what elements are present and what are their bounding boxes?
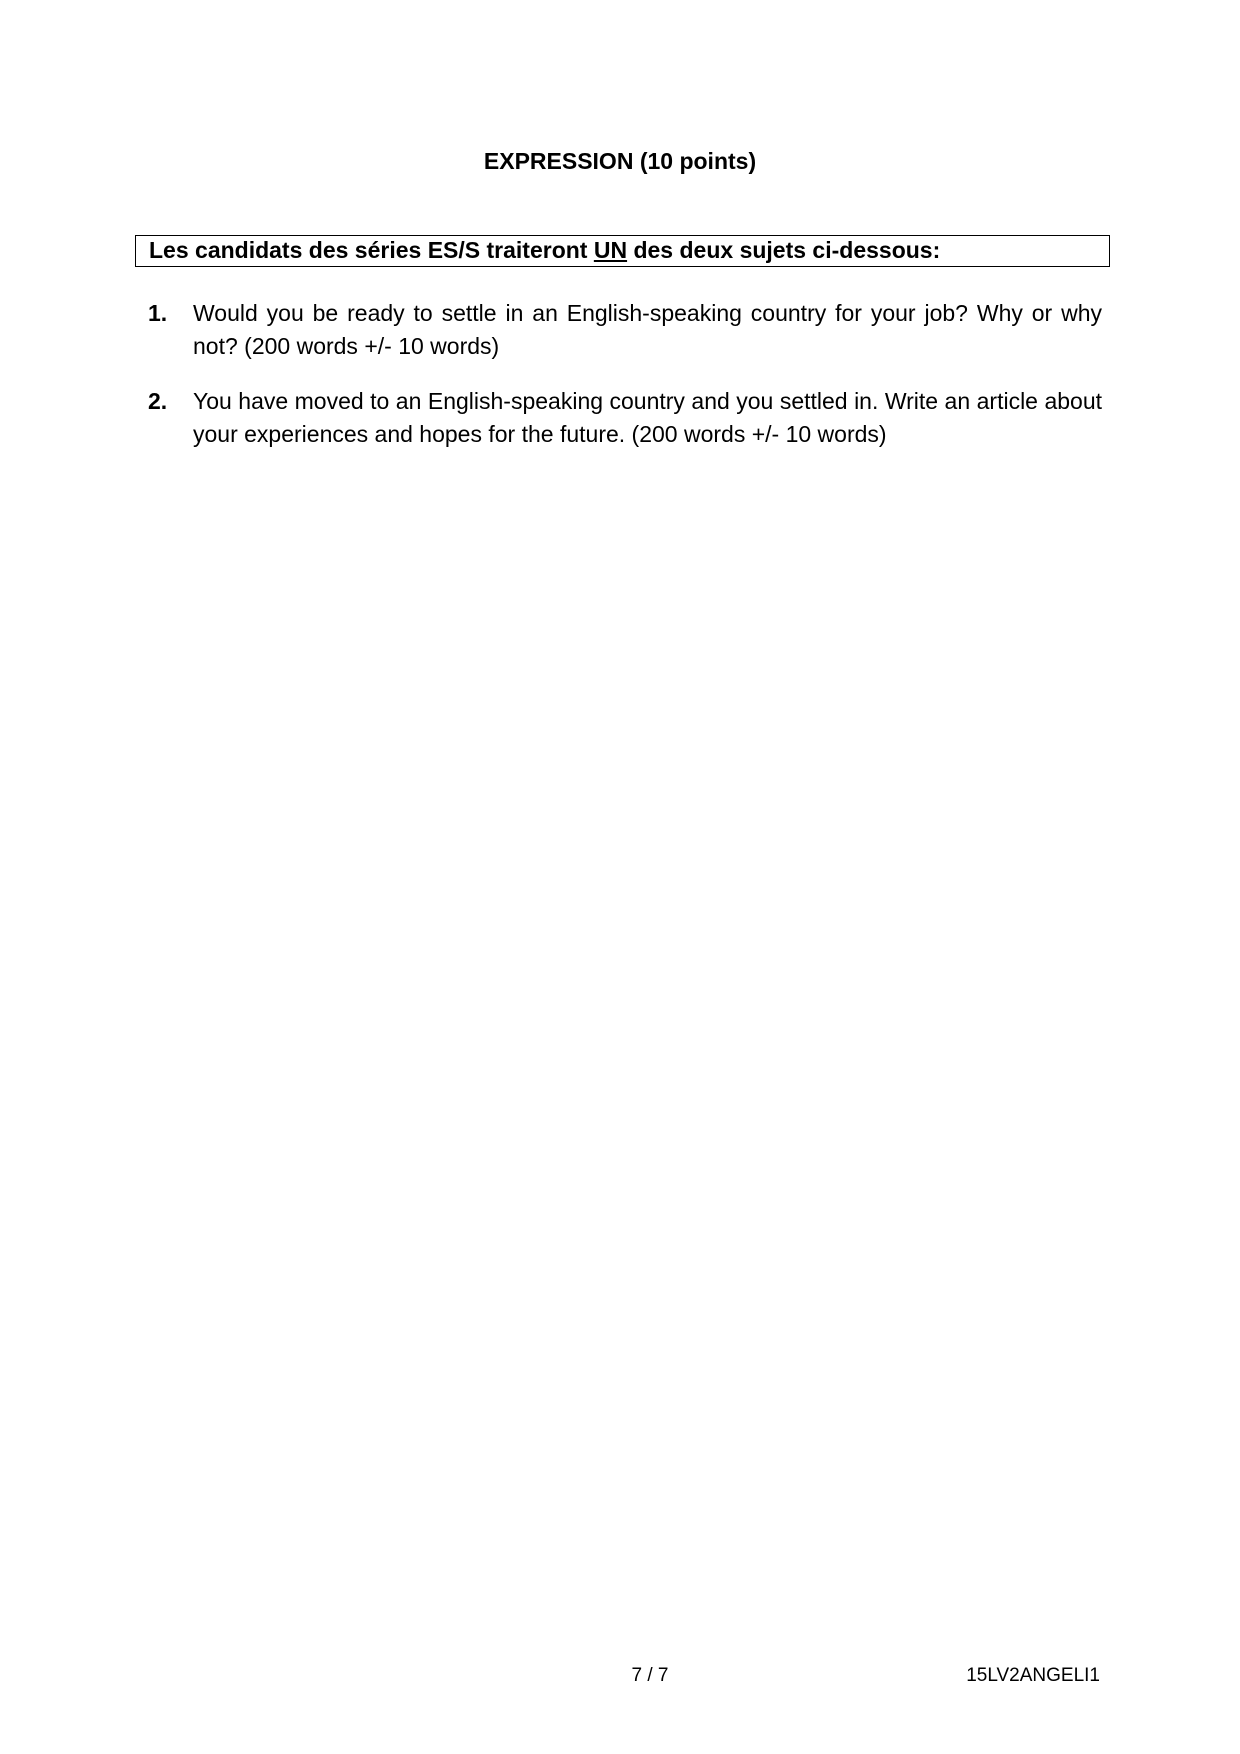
subject-text: You have moved to an English-speaking country and you settled in. Write an article about your experiences and hopes for the future. (200 words +/- 10 words) — [193, 388, 1102, 447]
instruction-text-before: Les candidats des séries ES/S traiteront — [149, 237, 594, 263]
document-code: 15LV2ANGELI1 — [966, 1665, 1100, 1686]
subject-text: Would you be ready to settle in an English-speaking country for your job? Why or why not? (200 words +/- 10 words) — [193, 300, 1102, 359]
subject-item-1 — [148, 297, 1102, 363]
page-number: 7 / 7 — [631, 1665, 669, 1686]
instruction-emphasis: UN — [593, 237, 628, 263]
subject-list — [148, 297, 1102, 473]
subject-number: 2. — [148, 388, 168, 414]
instruction-box — [135, 235, 1110, 267]
subject-item-2 — [148, 385, 1102, 451]
section-title: EXPRESSION (10 points) — [483, 148, 757, 174]
instruction-text-after: des deux sujets ci-dessous: — [627, 237, 941, 263]
subject-number: 1. — [148, 300, 168, 326]
